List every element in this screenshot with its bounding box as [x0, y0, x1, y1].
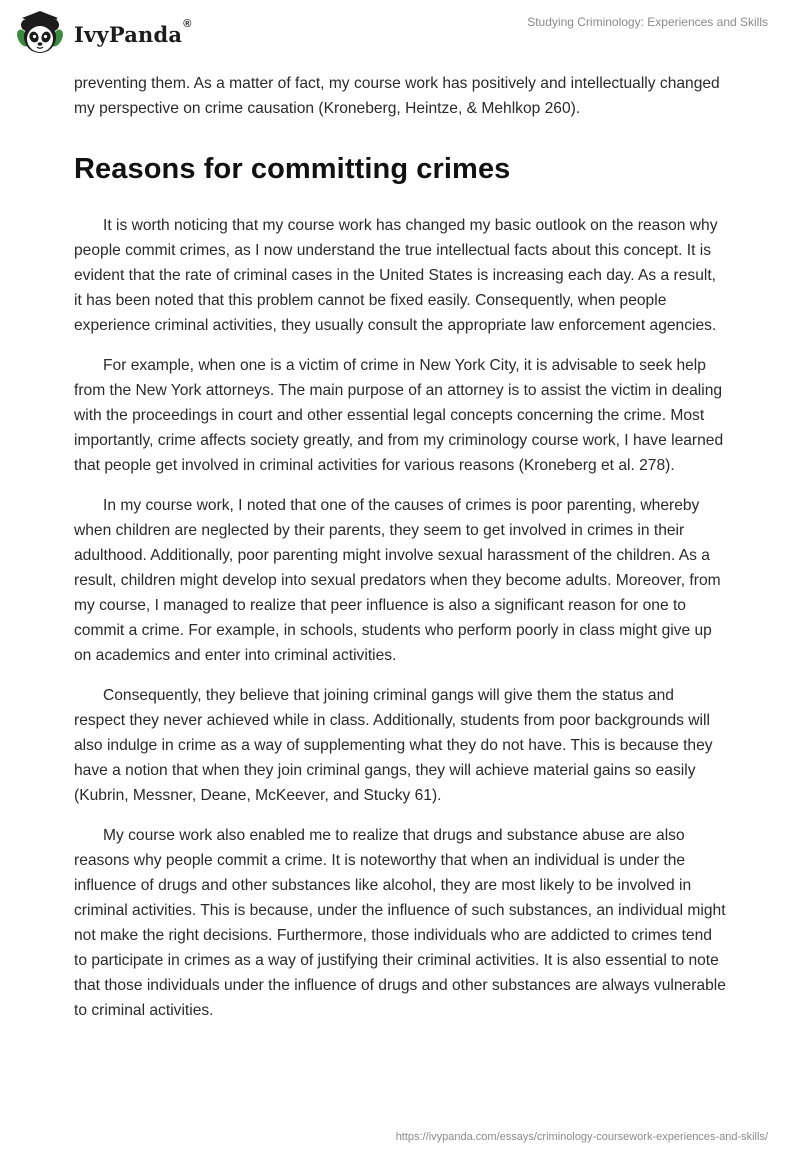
intro-paragraph: preventing them. As a matter of fact, my course work has positively and intellectually changed my perspective on crime causation (Kroneberg, Heintze, & Mehlkop 260). [74, 75, 720, 117]
panda-graduate-icon [14, 8, 66, 60]
ivypanda-logo[interactable] [14, 8, 192, 60]
body-paragraph: For example, when one is a victim of crime in New York City, it is advisable to seek help from the New York attorneys. The main purpose of an attorney is to assist the victim in dealing with the proceedings in court and other essential legal concepts concerning the crime. Most importantly, crime affects society greatly, and from my criminology course work, I have learned that people get involved in criminal activities for various reasons (Kroneberg et al. 278). [74, 357, 724, 474]
running-title: Studying Criminology: Experiences and Skills [527, 15, 768, 29]
body-paragraph: It is worth noticing that my course work has changed my basic outlook on the reason why people commit crimes, as I now understand the true intellectual facts about this concept. It is evident that the rate of criminal cases in the United States is increasing each day. As a result, it has been noted that this problem cannot be fixed easily. Consequently, when people experience criminal activities, they usually consult the appropriate law enforcement agencies. [74, 217, 718, 334]
body-paragraph: In my course work, I noted that one of the causes of crimes is poor parenting, whereby when children are neglected by their parents, they seem to get involved in crimes in their adulthood. Additionally, poor parenting might involve sexual harassment of the children. As a result, children might develop into sexual predators when they become adults. Moreover, from my course, I managed to realize that peer influence is also a significant reason for one to commit a crime. For example, in schools, students who perform poorly in class might give up on academics and enter into criminal activities. [74, 497, 721, 664]
logo-wordmark: IvyPanda® [74, 17, 192, 47]
source-url-link[interactable]: https://ivypanda.com/essays/criminology-coursework-experiences-and-skills/ [395, 1131, 768, 1143]
section-heading: Reasons for committing crimes [74, 153, 511, 185]
page-header [0, 0, 800, 70]
article-body [74, 71, 728, 1023]
body-paragraph: My course work also enabled me to realize that drugs and substance abuse are also reasons why people commit a crime. It is noteworthy that when an individual is under the influence of drugs and other substances like alcohol, they are most likely to be involved in criminal activities. This is because, under the influence of such substances, an individual might not make the right decisions. Furthermore, those individuals who are addicted to crimes tend to participate in crimes as a way of justifying their criminal activities. It is also essential to note that those individuals under the influence of drugs and other substances are always vulnerable to criminal activities. [74, 827, 726, 1019]
body-paragraph: Consequently, they believe that joining criminal gangs will give them the status and respect they never achieved while in class. Additionally, students from poor backgrounds will also indulge in crime as a way of supplementing what they do not have. This is because they have a notion that when they join criminal gangs, they will achieve material gains so easily (Kubrin, Messner, Deane, McKeever, and Stucky 61). [74, 687, 713, 804]
